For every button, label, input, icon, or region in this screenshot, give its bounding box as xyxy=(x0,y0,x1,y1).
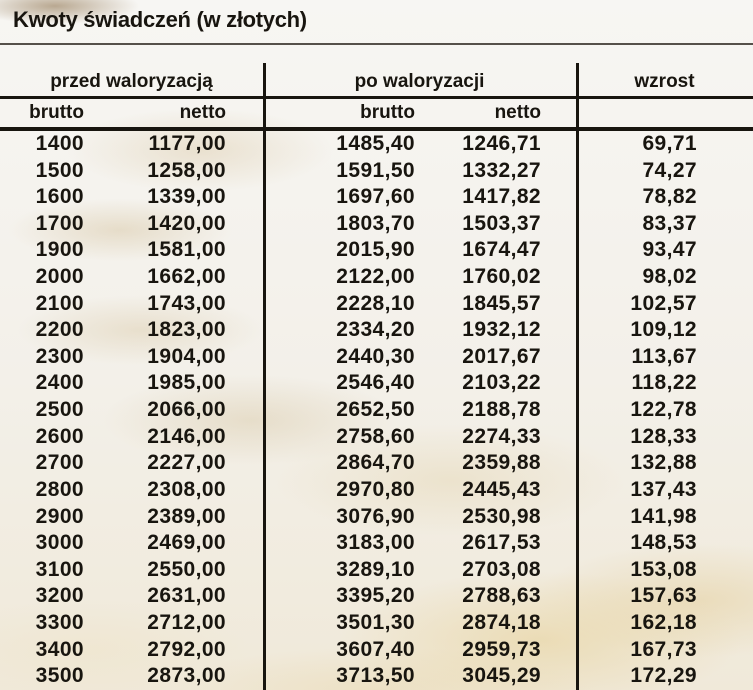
cell: 118,22 xyxy=(631,371,697,395)
sub-header-brutto-przed: brutto xyxy=(29,102,84,123)
table-row xyxy=(0,158,753,185)
table-row xyxy=(0,344,753,371)
sub-header-brutto-po: brutto xyxy=(360,102,415,123)
cell: 1674,47 xyxy=(462,238,541,262)
cell: 157,63 xyxy=(630,584,697,608)
cell: 1400 xyxy=(35,132,84,155)
table-row xyxy=(0,477,753,504)
cell: 2146,00 xyxy=(147,424,226,448)
cell: 1985,00 xyxy=(147,371,226,395)
cell: 2600 xyxy=(35,424,84,448)
cell: 2103,22 xyxy=(462,371,541,395)
cell: 1332,27 xyxy=(462,158,541,182)
title-underline xyxy=(0,43,753,45)
table-row xyxy=(0,450,753,477)
cell: 2800 xyxy=(35,477,84,501)
cell: 1743,00 xyxy=(147,291,226,315)
table-row xyxy=(0,583,753,610)
cell: 172,29 xyxy=(630,664,697,688)
cell: 1900 xyxy=(35,238,84,262)
table-row xyxy=(0,264,753,291)
cell: 128,33 xyxy=(630,424,697,448)
table-row xyxy=(0,237,753,264)
cell: 2469,00 xyxy=(147,531,226,555)
group-header-przed-waloryzacja: przed waloryzacją xyxy=(50,71,213,92)
table-row xyxy=(0,424,753,451)
cell: 2445,43 xyxy=(462,477,541,501)
cell: 2970,80 xyxy=(336,477,415,501)
cell: 3607,40 xyxy=(336,637,415,661)
cell: 3300 xyxy=(35,610,84,634)
sub-header-netto-po: netto xyxy=(494,102,541,123)
cell: 2000 xyxy=(35,265,84,289)
cell: 2758,60 xyxy=(336,424,415,448)
cell: 3500 xyxy=(35,664,84,688)
cell: 1697,60 xyxy=(336,185,415,209)
cell: 1417,82 xyxy=(462,185,541,209)
cell: 113,67 xyxy=(631,344,697,368)
cell: 2864,70 xyxy=(336,451,415,475)
cell: 2228,10 xyxy=(336,291,415,315)
cell: 1420,00 xyxy=(147,211,226,235)
cell: 78,82 xyxy=(642,185,697,209)
cell: 1503,37 xyxy=(462,211,541,235)
cell: 102,57 xyxy=(630,291,697,315)
table-row xyxy=(0,557,753,584)
cell: 2617,53 xyxy=(462,531,541,555)
cell: 2274,33 xyxy=(462,424,541,448)
sub-header-wzrost-empty xyxy=(578,100,753,127)
cell: 2200 xyxy=(35,318,84,342)
sub-header-netto-przed: netto xyxy=(179,102,226,123)
cell: 2389,00 xyxy=(147,504,226,528)
table-row xyxy=(0,317,753,344)
cell: 109,12 xyxy=(630,318,697,342)
cell: 2400 xyxy=(35,371,84,395)
cell: 2188,78 xyxy=(462,398,541,422)
cell: 93,47 xyxy=(642,238,697,262)
cell: 2066,00 xyxy=(147,398,226,422)
group-header-po-waloryzacji: po waloryzacji xyxy=(354,71,485,92)
cell: 1581,00 xyxy=(147,238,226,262)
cell: 2712,00 xyxy=(147,610,226,634)
cell: 2788,63 xyxy=(462,584,541,608)
cell: 2300 xyxy=(35,344,84,368)
cell: 83,37 xyxy=(642,211,697,235)
header-rule-top xyxy=(0,96,753,99)
cell: 3713,50 xyxy=(336,664,415,688)
cell: 2700 xyxy=(35,451,84,475)
cell: 74,27 xyxy=(642,158,697,182)
cell: 153,08 xyxy=(630,557,697,581)
cell: 3183,00 xyxy=(336,531,415,555)
cell: 2550,00 xyxy=(147,557,226,581)
cell: 2546,40 xyxy=(336,371,415,395)
cell: 1904,00 xyxy=(147,344,226,368)
cell: 148,53 xyxy=(630,531,697,555)
table-row xyxy=(0,184,753,211)
cell: 1803,70 xyxy=(336,211,415,235)
table-row xyxy=(0,637,753,664)
cell: 1700 xyxy=(35,211,84,235)
table-row xyxy=(0,530,753,557)
cell: 2530,98 xyxy=(462,504,541,528)
cell: 122,78 xyxy=(630,398,697,422)
cell: 2703,08 xyxy=(462,557,541,581)
cell: 2500 xyxy=(35,398,84,422)
cell: 2959,73 xyxy=(462,637,541,661)
cell: 3045,29 xyxy=(462,664,541,688)
cell: 1258,00 xyxy=(147,158,226,182)
cell: 141,98 xyxy=(630,504,697,528)
table-row xyxy=(0,610,753,637)
group-header-wzrost: wzrost xyxy=(634,71,695,92)
cell: 3100 xyxy=(35,557,84,581)
page-title: Kwoty świadczeń (w złotych) xyxy=(13,7,307,32)
cell: 2227,00 xyxy=(147,451,226,475)
cell: 98,02 xyxy=(642,265,697,289)
cell: 3076,90 xyxy=(336,504,415,528)
cell: 2015,90 xyxy=(336,238,415,262)
table-row xyxy=(0,370,753,397)
cell: 2631,00 xyxy=(147,584,226,608)
cell: 1845,57 xyxy=(462,291,541,315)
cell: 2308,00 xyxy=(147,477,226,501)
cell: 2652,50 xyxy=(336,398,415,422)
cell: 1932,12 xyxy=(462,318,541,342)
cell: 3501,30 xyxy=(336,610,415,634)
table-row xyxy=(0,131,753,158)
group-header-row xyxy=(0,66,753,96)
table-row xyxy=(0,504,753,531)
cell: 137,43 xyxy=(630,477,697,501)
cell: 3400 xyxy=(35,637,84,661)
cell: 2873,00 xyxy=(147,664,226,688)
cell: 2334,20 xyxy=(336,318,415,342)
cell: 2359,88 xyxy=(462,451,541,475)
cell: 2792,00 xyxy=(147,637,226,661)
cell: 2017,67 xyxy=(462,344,541,368)
cell: 2900 xyxy=(35,504,84,528)
cell: 2122,00 xyxy=(336,265,415,289)
cell: 3395,20 xyxy=(336,584,415,608)
table-row xyxy=(0,663,753,690)
table-body xyxy=(0,131,753,690)
cell: 132,88 xyxy=(630,451,697,475)
table-row xyxy=(0,211,753,238)
cell: 162,18 xyxy=(630,610,697,634)
cell: 1662,00 xyxy=(147,265,226,289)
cell: 1339,00 xyxy=(147,185,226,209)
cell: 1591,50 xyxy=(336,158,415,182)
cell: 1500 xyxy=(35,158,84,182)
cell: 1177,00 xyxy=(148,132,226,155)
cell: 1485,40 xyxy=(336,132,415,155)
cell: 1246,71 xyxy=(462,132,541,155)
cell: 2100 xyxy=(35,291,84,315)
cell: 1823,00 xyxy=(147,318,226,342)
cell: 3000 xyxy=(35,531,84,555)
cell: 1760,02 xyxy=(462,265,541,289)
cell: 3289,10 xyxy=(336,557,415,581)
cell: 3200 xyxy=(35,584,84,608)
table-row xyxy=(0,291,753,318)
cell: 2874,18 xyxy=(462,610,541,634)
sub-header-row xyxy=(0,100,753,127)
cell: 2440,30 xyxy=(336,344,415,368)
cell: 1600 xyxy=(35,185,84,209)
table-row xyxy=(0,397,753,424)
cell: 69,71 xyxy=(642,132,697,155)
cell: 167,73 xyxy=(630,637,697,661)
